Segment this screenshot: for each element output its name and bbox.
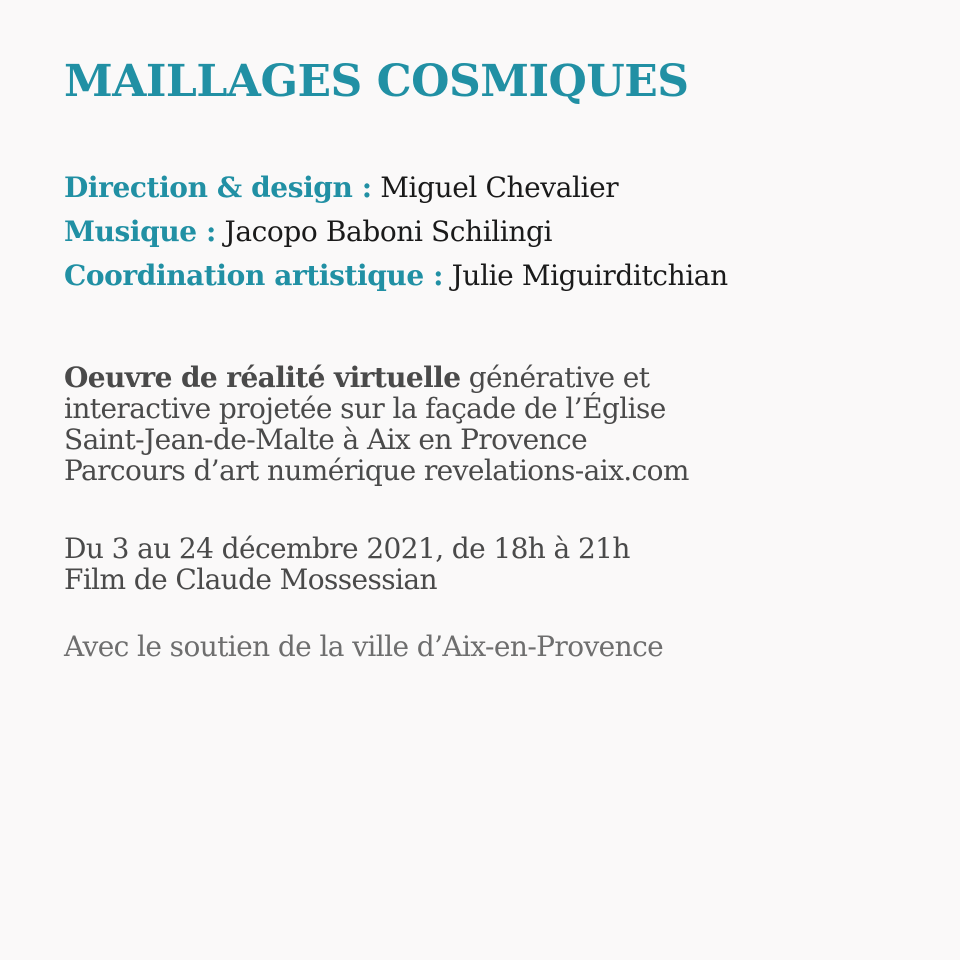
description-line: Parcours d’art numérique revelations-aix.com	[64, 454, 689, 487]
description-line: Saint-Jean-de-Malte à Aix en Provence	[64, 423, 588, 456]
description-line-rest: générative et	[468, 361, 650, 394]
page-title: MAILLAGES COSMIQUES	[64, 56, 689, 107]
description-bold-lead: Oeuvre de réalité virtuelle	[64, 361, 461, 394]
dates-line: Du 3 au 24 décembre 2021, de 18h à 21h	[64, 532, 630, 565]
support-note: Avec le soutien de la ville d’Aix-en-Provence	[64, 630, 664, 663]
dates-paragraph	[64, 533, 630, 595]
credits-list	[64, 166, 728, 298]
description-paragraph	[64, 362, 689, 486]
credit-label: Direction & design :	[64, 171, 372, 204]
credit-value: Jacopo Baboni Schilingi	[224, 215, 553, 248]
credit-coordination	[64, 254, 728, 298]
credit-label: Musique :	[64, 215, 216, 248]
film-credit-line: Film de Claude Mossessian	[64, 563, 437, 596]
credit-value: Miguel Chevalier	[380, 171, 619, 204]
credit-value: Julie Miguirditchian	[451, 259, 728, 292]
credit-music	[64, 210, 728, 254]
description-line: interactive projetée sur la façade de l’Église	[64, 392, 666, 425]
credit-direction	[64, 166, 728, 210]
description-line	[64, 362, 689, 393]
credit-label: Coordination artistique :	[64, 259, 444, 292]
